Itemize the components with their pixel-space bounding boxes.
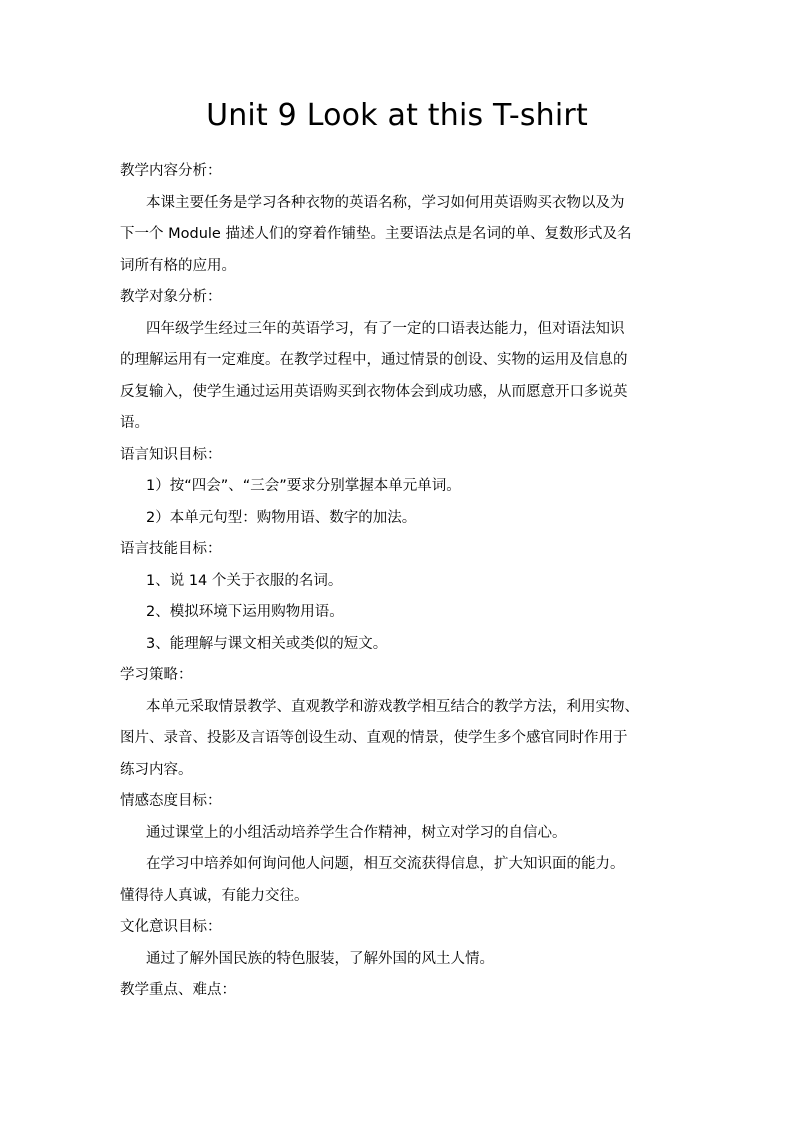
paragraph-line: 在学习中培养如何询问他人问题，相互交流获得信息，扩大知识面的能力。 bbox=[146, 856, 625, 872]
paragraph-line: 本课主要任务是学习各种衣物的英语名称，学习如何用英语购买衣物以及为 bbox=[146, 194, 625, 211]
text-line: 练习内容。 bbox=[120, 761, 193, 778]
text-line: 情感态度目标： bbox=[120, 793, 222, 809]
text-line: 学习策略： bbox=[120, 667, 193, 683]
text-line: 懂得待人真诚，有能力交往。 bbox=[120, 887, 309, 904]
text-line: 词所有格的应用。 bbox=[120, 257, 236, 274]
text-line: 图片、录音、投影及言语等创设生动、直观的情景，使学生多个感官同时作用于 bbox=[120, 730, 628, 746]
paragraph-line: 本单元采取情景教学、直观教学和游戏教学相互结合的教学方法，利用实物、 bbox=[146, 698, 639, 715]
text-line: 文化意识目标： bbox=[120, 919, 222, 935]
paragraph-line: 通过了解外国民族的特色服装，了解外国的风土人情。 bbox=[146, 950, 494, 967]
paragraph-line: 1）按“四会”、“三会”要求分别掌握本单元单词。 bbox=[146, 478, 461, 494]
text-line: 语言技能目标： bbox=[120, 541, 222, 557]
text-line: 语言知识目标： bbox=[120, 446, 222, 463]
text-line: 反复输入，使学生通过运用英语购买到衣物体会到成功感，从而愿意开口多说英 bbox=[120, 383, 628, 400]
document-title: Unit 9 Look at this T-shirt bbox=[206, 98, 588, 133]
paragraph-line: 3、能理解与课文相关或类似的短文。 bbox=[146, 635, 388, 652]
paragraph-line: 2、模拟环境下运用购物用语。 bbox=[146, 604, 344, 620]
text-line: 教学内容分析： bbox=[120, 163, 222, 179]
text-line: 教学对象分析： bbox=[120, 289, 222, 305]
text-line: 语。 bbox=[120, 415, 149, 431]
paragraph-line: 四年级学生经过三年的英语学习，有了一定的口语表达能力，但对语法知识 bbox=[146, 320, 625, 337]
text-line: 教学重点、难点： bbox=[120, 982, 236, 998]
text-line: 下一个 Module 描述人们的穿着作铺垫。主要语法点是名词的单、复数形式及名 bbox=[120, 226, 632, 242]
paragraph-line: 通过课堂上的小组活动培养学生合作精神，树立对学习的自信心。 bbox=[146, 824, 567, 841]
text-line: 的理解运用有一定难度。在教学过程中，通过情景的创设、实物的运用及信息的 bbox=[120, 352, 628, 368]
paragraph-line: 2）本单元句型：购物用语、数字的加法。 bbox=[146, 509, 417, 526]
document-body bbox=[120, 156, 680, 1007]
paragraph-line: 1、说 14 个关于衣服的名词。 bbox=[146, 572, 343, 589]
